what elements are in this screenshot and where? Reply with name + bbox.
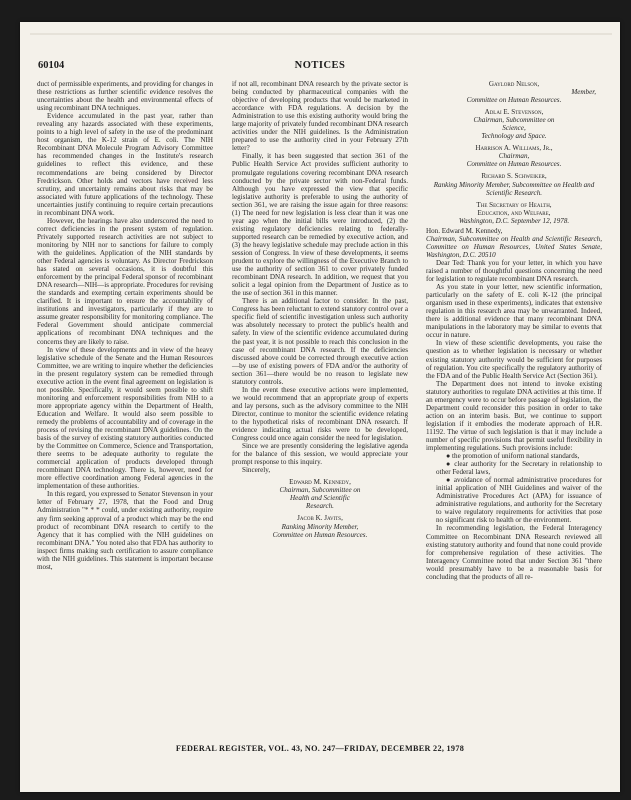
- paragraph: However, the hearings have also underscored the need to correct deficiencies in the present system of regulation. Privately supported research activities are not subject to monitoring by NIH nor to sanctions for failure to comply with the guidelines. Application of the NIH standards by other Federal agencies is voluntary. As Director Fredrickson has stated on several occasions, it is doubtful this enforcement by the principal Federal sponsor of recombinant DNA research—NIH—is appropriate. Procedures for revising the standards and exempting certain experiments should be clarified. It is important to ensure the accountability of institutions and investigators, particularly if they are to assume greater responsibility for monitoring compliance. The Federal Government should anticipate commercial applications of recombinant DNA techniques and the concerns they are likely to raise.: [37, 216, 213, 346]
- paragraph: In recommending legislation, the Federal Interagency Committee on Recombinant DNA Research reviewed all existing statutory authority and found that none could provide for comprehensive regulation of these activities. The Interagency Committee noted that under Section 361 "there would presumably have to be a reasonable basis for concluding that the products of all re-: [426, 524, 602, 581]
- signer-name: Harrison A. Williams, Jr.,: [475, 144, 553, 153]
- page-footer: FEDERAL REGISTER, VOL. 43, NO. 247—FRIDAY, DECEMBER 22, 1978: [175, 744, 465, 753]
- page-header: [38, 60, 602, 76]
- signer-title: Research.: [306, 502, 334, 511]
- paragraph: The Department does not intend to invoke existing statutory authorities to regulate DNA activities at this time. If an emergency were to occur before passage of legislation, the Department could reconsider this position in order to take action on an interim basis. But, we continue to support legislation if it embodies the moderate approach of H.R. 11192. The virtue of such legislation is that it may include a number of specific provisions that permit useful flexibility in implementing regulations. Such provisions include:: [426, 379, 602, 453]
- signer-name: Jacob K. Javits,: [297, 514, 343, 523]
- paragraph: Finally, it has been suggested that section 361 of the Public Health Service Act provides sufficient authority to promulgate regulations covering recombinant DNA research conducted by the private sector with non-Federal funds. Although you have expressed the view that specific legislative authority is preferable to using the authority of section 361, we are raising the issue again for three reasons: (1) The need for new legislation is less clear than it was one year ago when the initial bills were introduced, (2) the existing regulatory deficiencies relating to federally-supported research can be remedied by executive action, and (3) the heavy legislative schedule may preclude action in this session of Congress. In view of these developments, it seems prudent to explore the willingness of the Executive Branch to use the authority of section 361 to cover privately funded recombinant DNA research. In addition, we request that you solicit a legal opinion from the Department of Justice as to the use of section 361 in this manner.: [232, 152, 408, 298]
- section-title: NOTICES: [294, 60, 346, 71]
- signature-block: [426, 172, 602, 196]
- department-line: Education, and Welfare,: [477, 208, 551, 217]
- bullet-item: ● clear authority for the Secretary in relationship to other Federal laws,: [436, 460, 602, 477]
- signer-name: Gaylord Nelson,: [488, 80, 540, 88]
- paragraph: if not all, recombinant DNA research by the private sector is being conducted by pharmaceutical companies with the objective of developing products that would be marketed in accordance with FDA regulations. A decision by the Administration to use this existing authority would bring the large majority of privately funded recombinant DNA research activities under the NIH guidelines. Is the Administration prepared to use the authority cited in your February 27th letter?: [232, 80, 408, 153]
- signer-title: Ranking Minority Member, Subcommittee on Health and Scientific Research.: [433, 180, 595, 197]
- column-3: [426, 80, 602, 581]
- department-heading: [426, 201, 602, 225]
- signer-title: Chairman, Subcommittee on: [473, 116, 555, 125]
- page-number: 60104: [38, 60, 65, 71]
- column-1: [37, 80, 213, 571]
- department-line: The Secretary of Health,: [476, 200, 552, 209]
- signer-title: Technology and Space.: [481, 132, 547, 141]
- signer-title: Member,: [571, 88, 596, 97]
- paragraph: Evidence accumulated in the past year, rather than revealing any hazards associated with these experiments, points to a high level of safety in the use of the predominant host organism, the K-12 strain of E. coli. The NIH Recombinant DNA Molecule Program Advisory Committee has recommended changes in the Institute's research guidelines to reflect this evidence, and these recommendations are being considered by Director Fredrickson. Other holds and vectors have received less scrutiny, and uncertainty remains about risks that may be associated with future applications of the technology. These uncertainties justify continuing to require certain precautions in recombinant DNA work.: [37, 112, 213, 217]
- addressee-name: Hon. Edward M. Kennedy,: [426, 226, 503, 235]
- signer-name: Edward M. Kennedy,: [289, 478, 351, 487]
- signer-title: Chairman, Subcommittee on: [279, 486, 361, 495]
- signature-block: [426, 80, 602, 104]
- signature-block: [232, 514, 408, 538]
- paragraph: In the event these executive actions were implemented, we would recommend that an appropriate group of experts and lay persons, such as the advisory committee to the NIH Director, continue to monitor the scientific evidence relating to the hypothetical risks of recombinant DNA research. If evidence indicating actual risks were to be developed, Congress could once again consider the need for legislation.: [232, 385, 408, 443]
- bullet-item: ● the promotion of uniform national standards,: [446, 452, 580, 461]
- letter-date: Washington, D.C. September 12, 1978.: [458, 216, 570, 225]
- paragraph: Since we are presently considering the legislative agenda for the balance of this session, we would appreciate your prompt response to this inquiry.: [232, 442, 408, 467]
- signer-title: Committee on Human Resources.: [466, 160, 562, 169]
- signer-title: Health and Scientific: [290, 494, 350, 503]
- signer-title: Chairman,: [498, 152, 530, 161]
- signer-name: Adlai E. Stevenson,: [484, 108, 544, 117]
- signer-title: Ranking Minority Member,: [281, 522, 359, 531]
- signature-block: [232, 478, 408, 510]
- addressee-title: Chairman, Subcommittee on Health and Scientific Research, Committee on Human Resources, United States Senate, Washington, D.C. 20510: [426, 234, 602, 259]
- paragraph: In this regard, you expressed to Senator Stevenson in your letter of February 27, 1978, that the Food and Drug Administration "* * * could, under existing authority, require any firm seeking approval of a product which may be the end product of recombinant DNA research to certify to the Agency that it has complied with the NIH guidelines on recombinant DNA." You noted also that FDA has authority to inspect firms making such certification to assure compliance with the NIH guidelines. This statement is important because most,: [37, 490, 213, 571]
- paragraph: duct of permissible experiments, and providing for changes in these restrictions as further scientific evidence resolves the uncertainties about the health and environmental effects of using recombinant DNA techniques.: [37, 80, 213, 113]
- signer-name: Richard S. Schweiker,: [481, 172, 547, 181]
- signature-block: [426, 108, 602, 140]
- paragraph: As you state in your letter, new scientific information, particularly on the safety of E. coli K-12 (the principal organism used in these experiments), indicates that extensive regulation in this research area may be unwarranted. Indeed, there is additional evidence that many recombinant DNA manipulations in the laboratory may be similar to events that occur in nature.: [426, 283, 602, 340]
- column-2: [232, 80, 408, 539]
- paragraph: Dear Ted: Thank you for your letter, in which you have raised a number of thoughtful questions concerning the need for legislation to regulate recombinant DNA research.: [426, 258, 602, 284]
- signer-title: Science,: [502, 124, 526, 133]
- signer-title: Committee on Human Resources.: [272, 530, 368, 539]
- bullet-item: ● avoidance of normal administrative procedures for initial application of NIH Guidelines and waiver of the Administrative Procedures Act (APA) for issuance of administrative regulations, and authority for the Secretary to waive regulatory requirements for activities that pose no significant risk to health or the environment.: [436, 476, 602, 525]
- signer-title: Committee on Human Resources.: [466, 96, 562, 105]
- document-page: [20, 22, 620, 792]
- closing: Sincerely,: [242, 466, 271, 475]
- paragraph: In view of these developments and in view of the heavy legislative schedule of the Senate and the Human Resources Committee, we are writing to inquire whether the deficiencies in the present regulatory system can be remedied through executive action in the event final agreement on legislation is not possible. Specifically, it would seem possible to shift monitoring and enforcement responsibilities from NIH to a more appropriate agency within the Department of Health, Education and Welfare. It would also seem possible to remedy the problems of accountability and of coverage in the process of revising the recombinant DNA guidelines. On the basis of the survey of existing statutory authorities conducted by the Committee on Commerce, Science and Transportation, there seems to be adequate authority to regulate the commercial application of products developed through recombinant DNA technology. There is, however, need for more effective coordination among Federal agencies in the implementation of these authorities.: [37, 345, 213, 491]
- paragraph: In view of these scientific developments, you raise the question as to whether legislation is necessary or whether existing statutory authority would be sufficient for purposes of regulation. You cite specifically the regulatory authority of the FDA and of the Public Health Service Act (Section 361).: [426, 339, 602, 380]
- paragraph: There is an additional factor to consider. In the past, Congress has been reluctant to extend statutory control over a specific field of scientific investigation unless such authority was absolutely necessary to protect the public's health and safety. In view of the scientific evidence accumulated during the past year, it is not possible to reach this conclusion in the case of recombinant DNA research. If the deficiencies discussed above could be corrected through executive action—by use of existing powers of FDA and/or the authority of section 361—there would be no reason to legislate new statutory controls.: [232, 297, 408, 386]
- signature-block: [426, 144, 602, 168]
